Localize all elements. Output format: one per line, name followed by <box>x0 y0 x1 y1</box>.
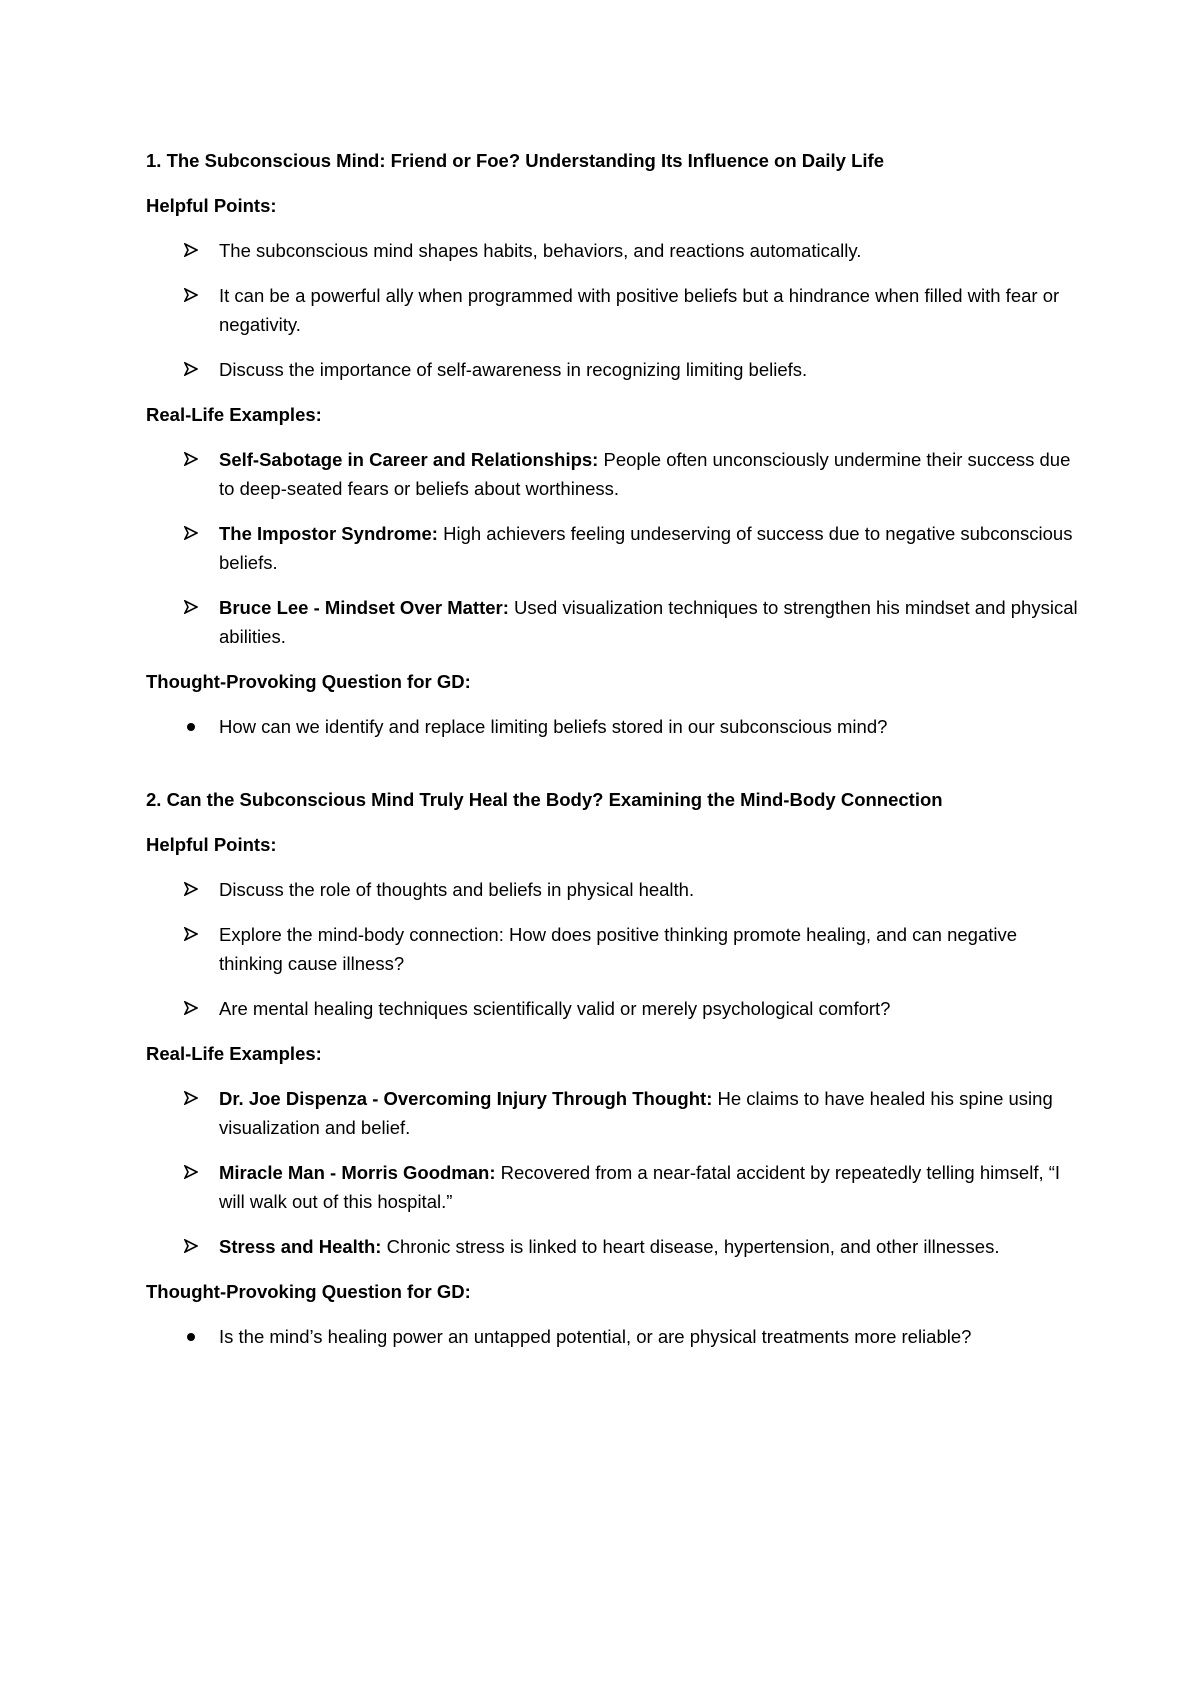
bullet-dot-icon <box>187 723 195 731</box>
examples-list <box>146 445 1080 651</box>
bullet-dot-icon <box>187 1333 195 1341</box>
example-text: People often unconsciously undermine their success due to deep-seated fears or beliefs about worthiness. <box>219 449 1071 499</box>
example-label: The Impostor Syndrome: <box>219 523 438 544</box>
section-title: 1. The Subconscious Mind: Friend or Foe? Understanding Its Influence on Daily Life <box>146 150 885 171</box>
real-life-examples-heading: Real-Life Examples: <box>146 404 322 425</box>
list-item-text: Discuss the importance of self-awareness in recognizing limiting beliefs. <box>219 359 808 380</box>
example-label: Self-Sabotage in Career and Relationships: <box>219 449 599 470</box>
section-2 <box>146 785 1080 1351</box>
list-item <box>146 236 1080 265</box>
arrowhead-bullet-icon <box>184 1091 198 1105</box>
arrowhead-bullet-icon <box>184 1165 198 1179</box>
list-item <box>146 355 1080 384</box>
example-label: Bruce Lee - Mindset Over Matter: <box>219 597 509 618</box>
list-item <box>146 994 1080 1023</box>
helpful-points-list <box>146 236 1080 384</box>
arrowhead-bullet-icon <box>184 243 198 257</box>
list-item-text: Are mental healing techniques scientifically valid or merely psychological comfort? <box>219 998 891 1019</box>
helpful-points-list <box>146 875 1080 1023</box>
list-item <box>146 712 1080 741</box>
list-item <box>146 1158 1080 1216</box>
list-item <box>146 593 1080 651</box>
list-item <box>146 519 1080 577</box>
examples-list <box>146 1084 1080 1261</box>
list-item <box>146 445 1080 503</box>
section-title: 2. Can the Subconscious Mind Truly Heal the Body? Examining the Mind-Body Connection <box>146 789 943 810</box>
real-life-examples-heading: Real-Life Examples: <box>146 1043 322 1064</box>
list-item-text: It can be a powerful ally when programmed with positive beliefs but a hindrance when filled with fear or negativity. <box>219 285 1060 335</box>
question-heading: Thought-Provoking Question for GD: <box>146 671 471 692</box>
questions-list <box>146 1322 1080 1351</box>
arrowhead-bullet-icon <box>184 600 198 614</box>
arrowhead-bullet-icon <box>184 927 198 941</box>
arrowhead-bullet-icon <box>184 882 198 896</box>
list-item-text: Explore the mind-body connection: How does positive thinking promote healing, and can negative thinking cause illness? <box>219 924 1018 974</box>
example-text: High achievers feeling undeserving of success due to negative subconscious beliefs. <box>219 523 1073 573</box>
arrowhead-bullet-icon <box>184 526 198 540</box>
list-item-text: Discuss the role of thoughts and beliefs in physical health. <box>219 879 695 900</box>
helpful-points-heading: Helpful Points: <box>146 834 277 855</box>
question-heading: Thought-Provoking Question for GD: <box>146 1281 471 1302</box>
arrowhead-bullet-icon <box>184 1239 198 1253</box>
arrowhead-bullet-icon <box>184 288 198 302</box>
arrowhead-bullet-icon <box>184 452 198 466</box>
list-item <box>146 1084 1080 1142</box>
question-text: Is the mind’s healing power an untapped potential, or are physical treatments more reliable? <box>219 1326 972 1347</box>
list-item-text: The subconscious mind shapes habits, behaviors, and reactions automatically. <box>219 240 862 261</box>
arrowhead-bullet-icon <box>184 1001 198 1015</box>
questions-list <box>146 712 1080 741</box>
arrowhead-bullet-icon <box>184 362 198 376</box>
list-item <box>146 281 1080 339</box>
example-label: Miracle Man - Morris Goodman: <box>219 1162 496 1183</box>
example-label: Stress and Health: <box>219 1236 382 1257</box>
example-text: He claims to have healed his spine using visualization and belief. <box>219 1088 1053 1138</box>
list-item <box>146 1322 1080 1351</box>
question-text: How can we identify and replace limiting beliefs stored in our subconscious mind? <box>219 716 888 737</box>
example-text: Recovered from a near-fatal accident by repeatedly telling himself, “I will walk out of this hospital.” <box>219 1162 1061 1212</box>
example-text: Used visualization techniques to strengthen his mindset and physical abilities. <box>219 597 1078 647</box>
example-label: Dr. Joe Dispenza - Overcoming Injury Through Thought: <box>219 1088 713 1109</box>
list-item <box>146 875 1080 904</box>
helpful-points-heading: Helpful Points: <box>146 195 277 216</box>
section-1 <box>146 146 1080 741</box>
list-item <box>146 920 1080 978</box>
list-item <box>146 1232 1080 1261</box>
example-text: Chronic stress is linked to heart disease, hypertension, and other illnesses. <box>381 1236 1000 1257</box>
